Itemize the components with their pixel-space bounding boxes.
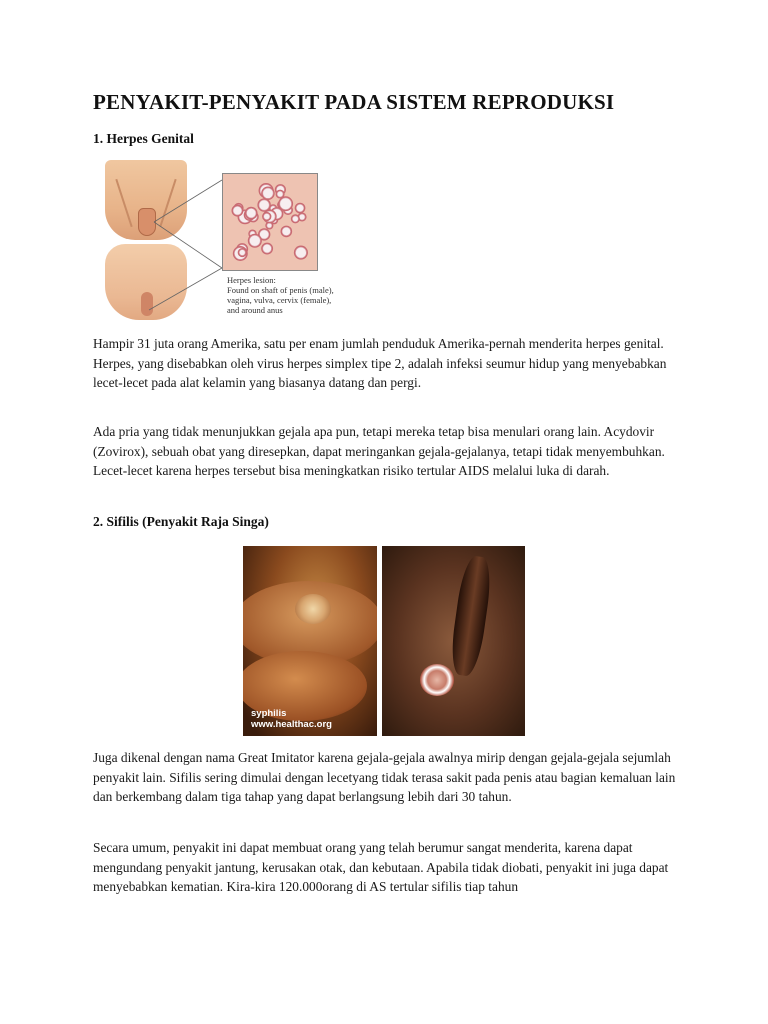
page-title: PENYAKIT-PENYAKIT PADA SISTEM REPRODUKSI — [93, 90, 615, 114]
vesicle — [299, 214, 305, 220]
herpes-paragraph-2: Ada pria yang tidak menunjukkan gejala apa pun, tetapi mereka tetap bisa menulari orang lain. Acydovir (Zovirox), sebuah obat yang diresepkan, dapat meringankan gejala-gejalanya, tetapi tidak menyembuhkan. Lecet-lecet karena herpes tersebut bisa meningkatkan risiko tertular AIDS melalui luka di darah. — [93, 424, 665, 479]
caption-line: and around anus — [227, 305, 283, 315]
section-heading-syphilis: 2. Sifilis (Penyakit Raja Singa) — [93, 514, 269, 529]
vesicle — [246, 208, 255, 217]
caption-line: vagina, vulva, cervix (female), — [227, 295, 332, 305]
syphilis-paragraph-1: Juga dikenal dengan nama Great Imitator karena gejala-gejala awalnya mirip dengan gejala-gejala sejumlah penyakit lain. Sifilis sering dimulai dengan lecetyang tidak terasa sakit pada penis atau bagian kemaluan lain dan berkembang dalam tiga tahap yang dapat berlangsung lebih dari 30 tahun. — [93, 750, 676, 805]
vesicle — [263, 188, 273, 198]
herpes-lesion-closeup — [222, 173, 318, 271]
syphilis-paragraph-2: Secara umum, penyakit ini dapat membuat orang yang telah berumur sangat menderita, karena dapat mengundang penyakit jantung, kerusakan otak, dan kebutaan. Apabila tidak diobati, penyakit ini juga dapat menyebabkan kematian. Kira-kira 120.000orang di AS tertular sifilis tiap tahun — [93, 840, 669, 895]
section-heading-herpes: 1. Herpes Genital — [93, 131, 194, 146]
herpes-paragraph-1: Hampir 31 juta orang Amerika, satu per enam jumlah penduduk Amerika-pernah menderita herpes genital. Herpes, yang disebabkan oleh virus herpes simplex tipe 2, adalah infeksi seumur hidup yang menyebabkan lecet-lecet pada alat kelamin yang biasanya datang dan pergi. — [93, 336, 667, 391]
caption-line: Herpes lesion: — [227, 275, 276, 285]
vesicle — [263, 244, 272, 253]
vesicle — [264, 213, 270, 219]
watermark-line: syphilis — [251, 708, 287, 719]
syphilis-lip-photo — [243, 546, 377, 736]
herpes-illustration — [105, 160, 335, 320]
herpes-figure-caption — [227, 275, 347, 315]
vesicle — [267, 223, 272, 228]
syphilis-chancre-photo — [382, 546, 525, 736]
photo-watermark — [251, 708, 332, 730]
vesicle — [233, 206, 242, 215]
vesicle — [249, 235, 260, 246]
vesicle — [277, 191, 283, 197]
vesicle — [292, 216, 298, 222]
vesicle — [282, 227, 290, 235]
caption-line: Found on shaft of penis (male), — [227, 285, 334, 295]
vesicle — [296, 204, 304, 212]
vesicle — [280, 198, 292, 210]
vesicle — [259, 200, 269, 210]
vesicle — [295, 247, 306, 258]
watermark-line: www.healthac.org — [251, 719, 332, 730]
vesicle — [239, 250, 245, 256]
